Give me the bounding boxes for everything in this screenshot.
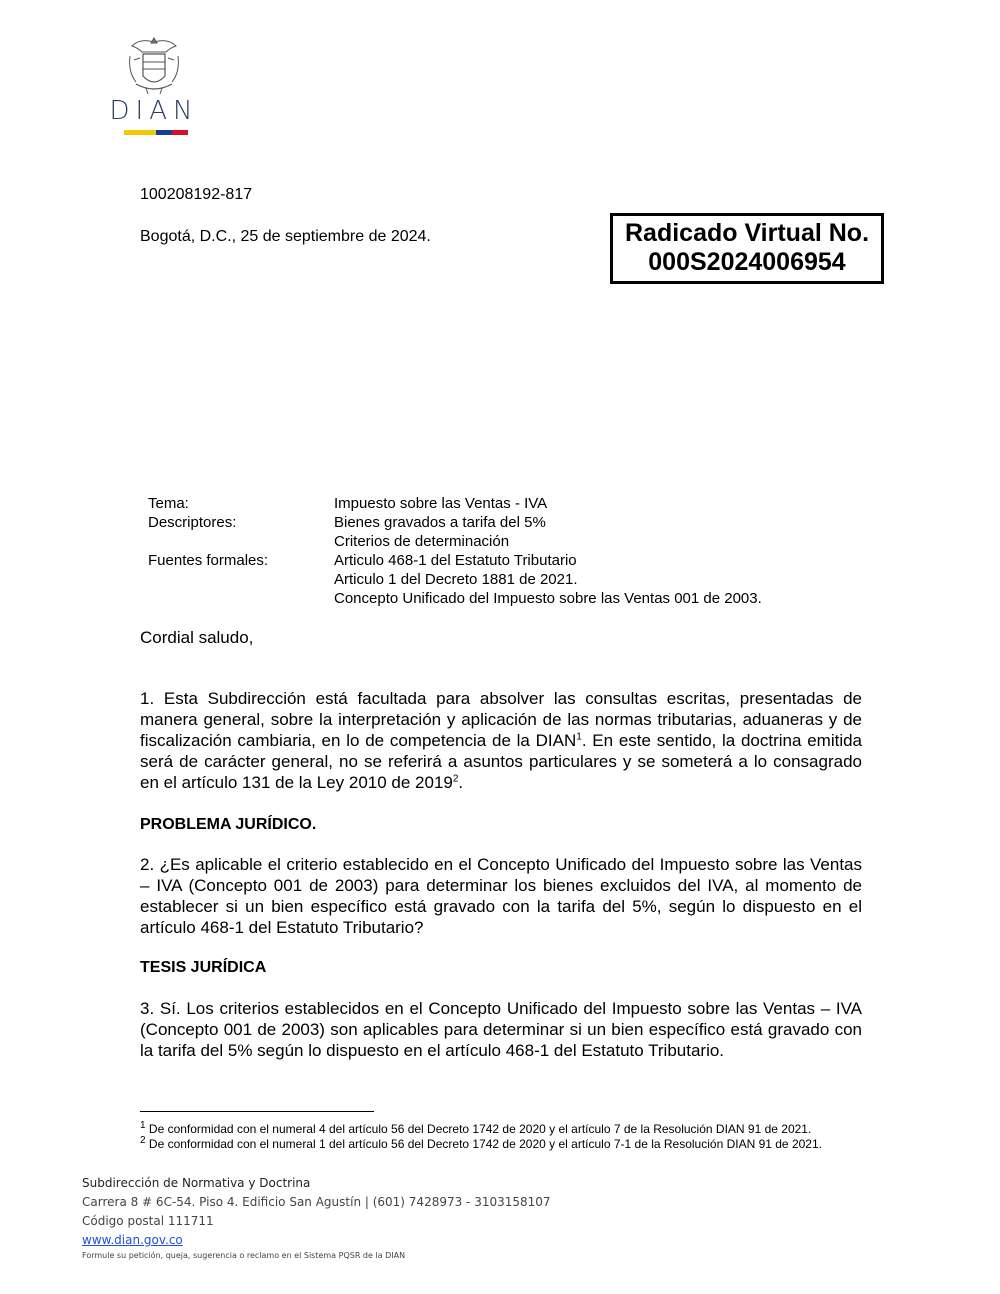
reference-number: 100208192-817 [140,186,253,203]
flag-stripe [124,130,188,135]
logo-wordmark: DIAN [109,96,199,126]
footer-office: Subdirección de Normativa y Doctrina [82,1176,311,1190]
footnote-2 [140,1137,862,1152]
footer-pqsr: Formule su petición, queja, sugerencia o reclamo en el Sistema PQSR de la DIAN [82,1251,406,1260]
flag-blue [156,130,172,135]
heading-tesis: TESIS JURÍDICA [140,959,267,976]
metadata-block [148,494,834,608]
flag-red [172,130,188,135]
place-date: Bogotá, D.C., 25 de septiembre de 2024. [140,228,431,245]
heading-problema: PROBLEMA JURÍDICO. [140,816,317,833]
fuentes-value: Concepto Unificado del Impuesto sobre las Ventas 001 de 2003. [334,590,762,607]
descriptores-value: Bienes gravados a tarifa del 5% [334,514,546,531]
footnote-number: 1 [140,1120,146,1131]
paragraph-3: 3. Sí. Los criterios establecidos en el Concepto Unificado del Impuesto sobre las Ventas – IVA (Concepto 001 de 2003) son aplicables para determinar si un bien específico está gravado con la tarifa del 5% según lo dispuesto en el artículo 468-1 del Estatuto Tributario. [140,999,862,1060]
radicado-box [610,213,884,284]
radicado-number: 000S2024006954 [648,248,846,276]
dian-logo [104,36,204,136]
footnote-text: De conformidad con el numeral 4 del artículo 56 del Decreto 1742 de 2020 y el artículo 7 de la Resolución DIAN 91 de 2021. [145,1122,812,1136]
paragraph-1 [140,688,862,793]
radicado-line1: Radicado Virtual No. [624,219,870,247]
p1-text: . En este sentido, la doctrina emitida será de carácter general, no se referirá a asuntos particulares y se someterá a lo consagrado en el artículo 131 de la Ley 2010 de 2019 [140,731,863,792]
footnote-ref-2: 2 [452,773,459,785]
colombia-coat-of-arms-icon [126,36,182,98]
tema-value: Impuesto sobre las Ventas - IVA [334,495,548,512]
tema-label: Tema: [148,495,189,512]
flag-yellow [124,130,156,135]
p1-text: . [458,773,464,792]
footnote-text: De conformidad con el numeral 1 del artículo 56 del Decreto 1742 de 2020 y el artículo 7-1 de la Resolución DIAN 91 de 2021. [145,1137,822,1151]
footnote-ref-1: 1 [576,731,582,743]
fuentes-value: Articulo 1 del Decreto 1881 de 2021. [334,571,578,588]
greeting: Cordial saludo, [140,628,254,647]
paragraph-2: 2. ¿Es aplicable el criterio establecido en el Concepto Unificado del Impuesto sobre las Ventas – IVA (Concepto 001 de 2003) para determinar los bienes excluidos del IVA, al momento de establecer si un bien específico está gravado con la tarifa del 5%, según lo dispuesto en el artículo 468-1 del Estatuto Tributario? [140,855,862,937]
descriptores-value: Criterios de determinación [334,533,510,550]
p1-text: 1. Esta Subdirección está facultada para absolver las consultas escritas, presentadas de manera general, sobre la interpretación y aplicación de las normas tributarias, aduaneras y de fiscalización cambiaria, en lo de competencia de la DIAN [140,689,862,750]
footer-address: Carrera 8 # 6C-54. Piso 4. Edificio San Agustín | (601) 7428973 - 3103158107 [82,1195,551,1209]
page-footer [82,1174,551,1262]
footnote-separator [140,1111,374,1112]
footer-postal: Código postal 111711 [82,1214,214,1228]
descriptores-label: Descriptores: [148,514,237,531]
fuentes-label: Fuentes formales: [148,552,269,569]
footnote-number: 2 [140,1135,146,1146]
fuentes-value: Articulo 468-1 del Estatuto Tributario [334,552,577,569]
footnote-1 [140,1122,862,1137]
footer-website-link[interactable]: www.dian.gov.co [82,1233,183,1247]
